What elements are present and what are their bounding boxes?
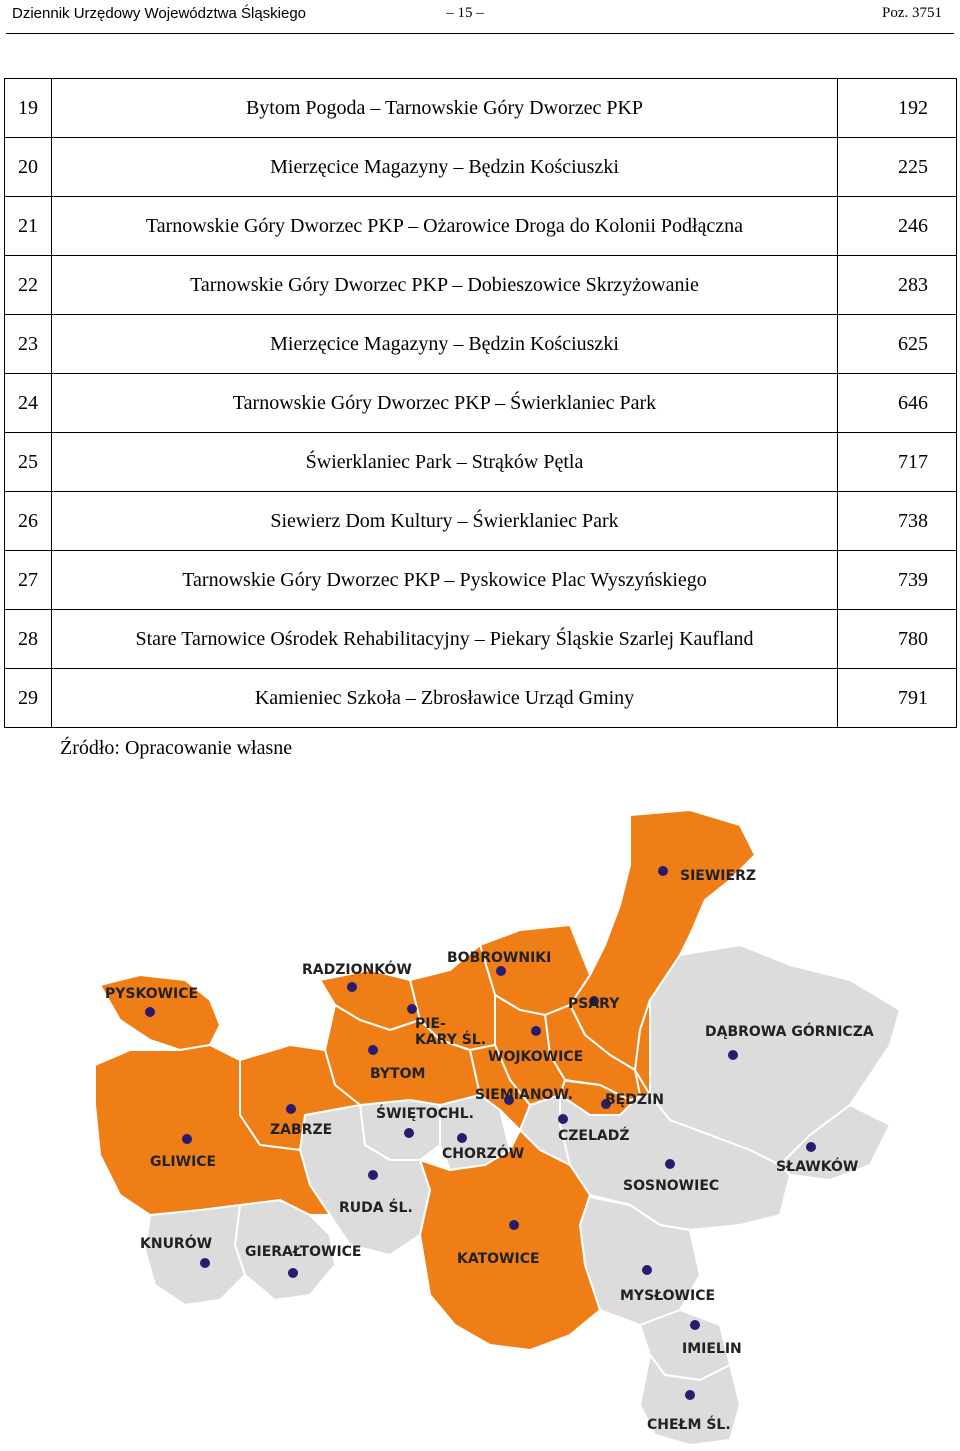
table-row bbox=[5, 138, 957, 197]
row-number: 20 bbox=[5, 138, 52, 197]
route-value: 246 bbox=[838, 197, 957, 256]
table-row bbox=[5, 669, 957, 728]
route-value: 739 bbox=[838, 551, 957, 610]
marker-sosnowiec bbox=[665, 1159, 675, 1169]
page-number: – 15 – bbox=[446, 5, 484, 21]
label-gliwice: GLIWICE bbox=[150, 1154, 217, 1170]
route-name: Mierzęcice Magazyny – Będzin Kościuszki bbox=[52, 138, 838, 197]
marker-gieraltowice bbox=[288, 1268, 298, 1278]
marker-myslowice bbox=[642, 1265, 652, 1275]
route-value: 780 bbox=[838, 610, 957, 669]
row-number: 19 bbox=[5, 79, 52, 138]
route-value: 192 bbox=[838, 79, 957, 138]
marker-wojkowice bbox=[531, 1026, 541, 1036]
marker-siewierz bbox=[658, 866, 668, 876]
label-ruda: RUDA ŚL. bbox=[339, 1200, 413, 1216]
route-value: 791 bbox=[838, 669, 957, 728]
row-number: 28 bbox=[5, 610, 52, 669]
marker-katowice bbox=[509, 1220, 519, 1230]
position-number: Poz. 3751 bbox=[882, 5, 942, 21]
label-bytom: BYTOM bbox=[370, 1066, 426, 1082]
table-row bbox=[5, 492, 957, 551]
marker-zabrze bbox=[286, 1104, 296, 1114]
row-number: 26 bbox=[5, 492, 52, 551]
label-piekary-2: KARY ŚL. bbox=[415, 1032, 487, 1048]
route-name: Tarnowskie Góry Dworzec PKP – Ożarowice Droga do Kolonii Podłączna bbox=[52, 197, 838, 256]
label-radzionkow: RADZIONKÓW bbox=[302, 962, 412, 978]
label-wojkowice: WOJKOWICE bbox=[488, 1049, 584, 1065]
page-header bbox=[0, 0, 960, 36]
label-slawkow: SŁAWKÓW bbox=[776, 1159, 859, 1175]
marker-pyskowice bbox=[145, 1007, 155, 1017]
route-name: Bytom Pogoda – Tarnowskie Góry Dworzec PKP bbox=[52, 79, 838, 138]
label-knurow: KNURÓW bbox=[140, 1236, 213, 1252]
label-swietochlowice: ŚWIĘTOCHL. bbox=[376, 1106, 474, 1122]
header-rule bbox=[6, 33, 954, 34]
marker-radzionkow bbox=[347, 982, 357, 992]
map-svg bbox=[90, 805, 920, 1445]
label-psary: PSARY bbox=[568, 996, 620, 1012]
row-number: 23 bbox=[5, 315, 52, 374]
row-number: 21 bbox=[5, 197, 52, 256]
route-value: 225 bbox=[838, 138, 957, 197]
region-knurow bbox=[145, 1205, 245, 1305]
table-row bbox=[5, 433, 957, 492]
marker-piekary bbox=[407, 1004, 417, 1014]
table-row bbox=[5, 551, 957, 610]
table-row bbox=[5, 197, 957, 256]
marker-slawkow bbox=[806, 1142, 816, 1152]
row-number: 25 bbox=[5, 433, 52, 492]
row-number: 29 bbox=[5, 669, 52, 728]
route-name: Stare Tarnowice Ośrodek Rehabilitacyjny – Piekary Śląskie Szarlej Kaufland bbox=[52, 610, 838, 669]
route-value: 625 bbox=[838, 315, 957, 374]
table-row bbox=[5, 374, 957, 433]
route-name: Tarnowskie Góry Dworzec PKP – Pyskowice Plac Wyszyńskiego bbox=[52, 551, 838, 610]
table-row bbox=[5, 610, 957, 669]
route-name: Tarnowskie Góry Dworzec PKP – Dobieszowice Skrzyżowanie bbox=[52, 256, 838, 315]
source-note: Źródło: Opracowanie własne bbox=[60, 737, 293, 759]
label-siemianowice: SIEMIANOW. bbox=[475, 1087, 574, 1103]
marker-chelm bbox=[685, 1390, 695, 1400]
label-katowice: KATOWICE bbox=[457, 1251, 540, 1267]
label-pyskowice: PYSKOWICE bbox=[105, 986, 199, 1002]
label-myslowice: MYSŁOWICE bbox=[620, 1288, 716, 1304]
route-value: 738 bbox=[838, 492, 957, 551]
label-bedzin: BĘDZIN bbox=[605, 1092, 664, 1108]
label-dabrowa: DĄBROWA GÓRNICZA bbox=[705, 1024, 874, 1040]
label-zabrze: ZABRZE bbox=[270, 1122, 333, 1138]
marker-ruda bbox=[368, 1170, 378, 1180]
table-row bbox=[5, 256, 957, 315]
marker-dabrowa bbox=[728, 1050, 738, 1060]
marker-bobrowniki bbox=[496, 966, 506, 976]
label-czeladz: CZELADŹ bbox=[558, 1128, 630, 1144]
label-chorzow: CHORZÓW bbox=[442, 1146, 525, 1162]
label-piekary-1: PIE- bbox=[415, 1016, 446, 1032]
marker-gliwice bbox=[182, 1134, 192, 1144]
label-sosnowiec: SOSNOWIEC bbox=[623, 1178, 720, 1194]
row-number: 24 bbox=[5, 374, 52, 433]
marker-chorzow bbox=[457, 1133, 467, 1143]
routes-table bbox=[4, 78, 957, 728]
marker-czeladz bbox=[558, 1114, 568, 1124]
route-value: 646 bbox=[838, 374, 957, 433]
label-imielin: IMIELIN bbox=[682, 1341, 742, 1357]
route-name: Siewierz Dom Kultury – Świerklaniec Park bbox=[52, 492, 838, 551]
marker-bytom bbox=[368, 1045, 378, 1055]
route-value: 717 bbox=[838, 433, 957, 492]
marker-knurow bbox=[200, 1258, 210, 1268]
row-number: 22 bbox=[5, 256, 52, 315]
municipalities-map bbox=[90, 805, 920, 1445]
label-bobrowniki: BOBROWNIKI bbox=[447, 950, 552, 966]
journal-title: Dziennik Urzędowy Województwa Śląskiego bbox=[12, 5, 307, 22]
marker-swietochlowice bbox=[404, 1128, 414, 1138]
label-chelm: CHEŁM ŚL. bbox=[647, 1417, 731, 1433]
route-name: Świerklaniec Park – Strąków Pętla bbox=[52, 433, 838, 492]
route-value: 283 bbox=[838, 256, 957, 315]
row-number: 27 bbox=[5, 551, 52, 610]
label-siewierz: SIEWIERZ bbox=[680, 868, 757, 884]
table-row bbox=[5, 79, 957, 138]
table-row bbox=[5, 315, 957, 374]
route-name: Kamieniec Szkoła – Zbrosławice Urząd Gminy bbox=[52, 669, 838, 728]
route-name: Mierzęcice Magazyny – Będzin Kościuszki bbox=[52, 315, 838, 374]
marker-imielin bbox=[690, 1320, 700, 1330]
label-gieraltowice: GIERAŁTOWICE bbox=[245, 1244, 362, 1260]
route-name: Tarnowskie Góry Dworzec PKP – Świerklaniec Park bbox=[52, 374, 838, 433]
